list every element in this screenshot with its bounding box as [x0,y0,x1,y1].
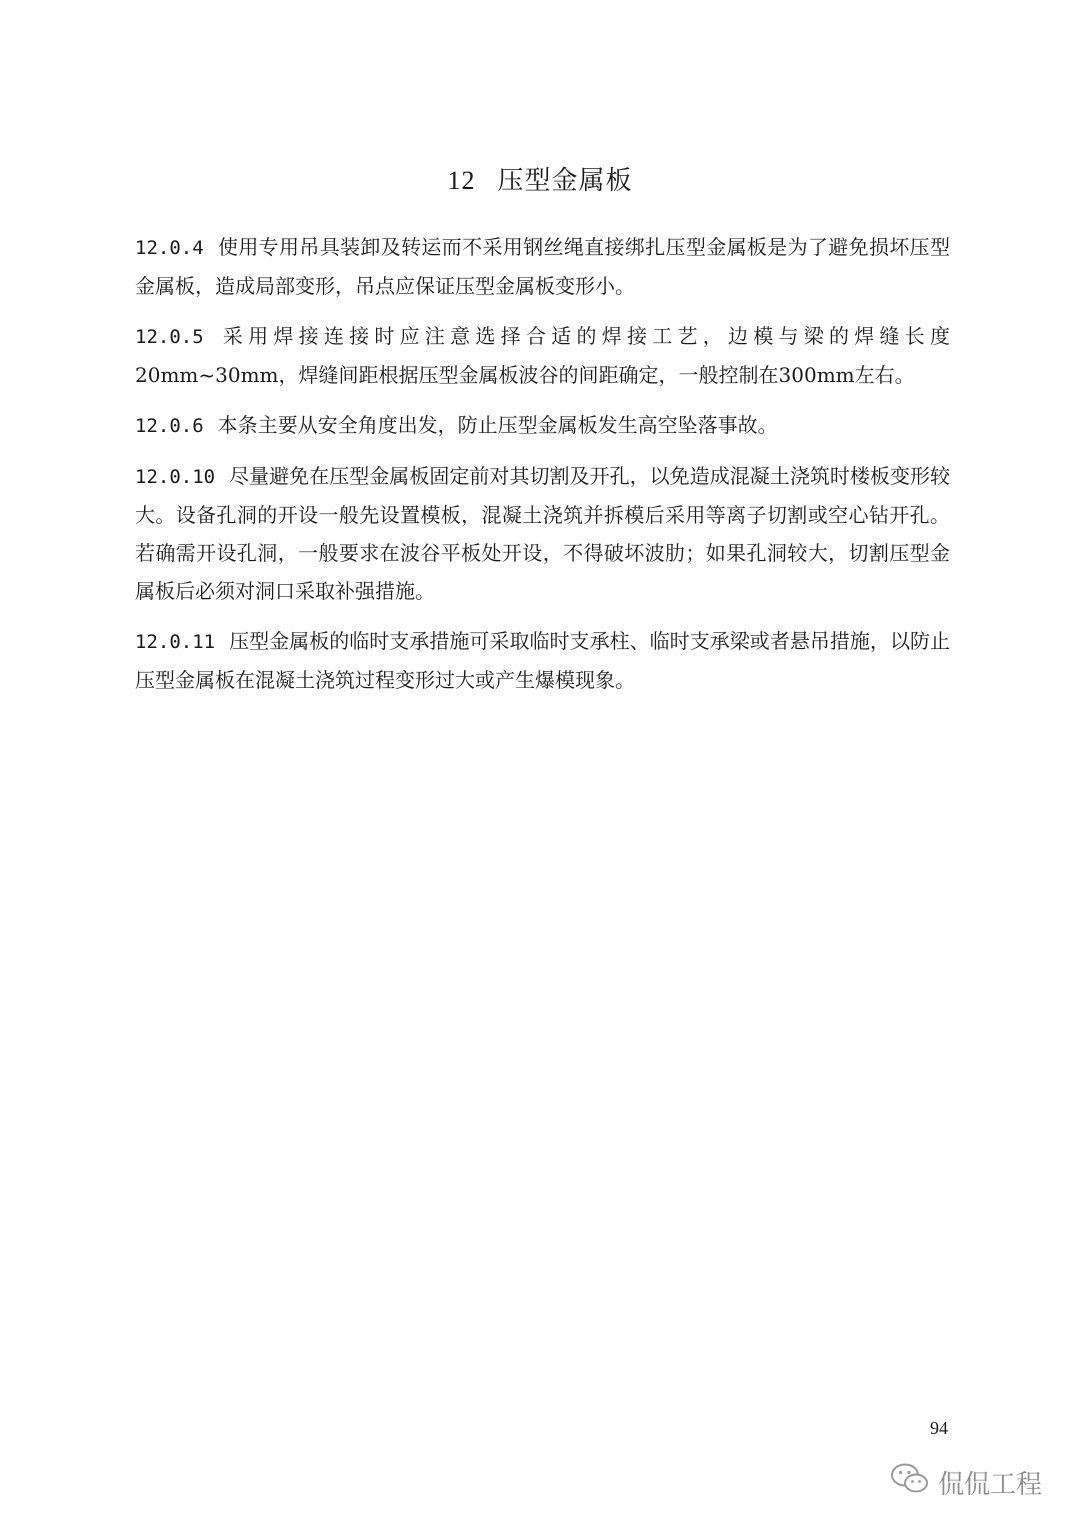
chapter-number: 12 [447,166,476,195]
clause-12-0-5 [135,317,950,394]
clause-text: 尽量避免在压型金属板固定前对其切割及开孔，以免造成混凝土浇筑时楼板变形较大。设备孔洞的开设一般先设置模板，混凝土浇筑并拆模后采用等离子切割或空心钻开孔。若确需开设孔洞，一般要求在波谷平板处开设，不得破坏波肋；如果孔洞较大，切割压型金属板后必须对洞口采取补强措施。 [135,464,950,603]
clause-text: 本条主要从安全角度出发，防止压型金属板发生高空坠落事故。 [217,413,778,437]
wechat-icon [890,1462,938,1503]
clause-number: 12.0.4 [135,237,204,259]
clause-12-0-6 [135,406,950,445]
clause-number: 12.0.5 [135,326,204,348]
clause-12-0-4 [135,228,950,305]
clause-text: 压型金属板的临时支承措施可采取临时支承柱、临时支承梁或者悬吊措施，以防止压型金属板在混凝土浇筑过程变形过大或产生爆模现象。 [135,629,950,692]
watermark [890,1462,1042,1502]
clause-number: 12.0.11 [135,631,216,653]
clause-12-0-10 [135,457,950,610]
clause-text: 采用焊接连接时应注意选择合适的焊接工艺，边模与梁的焊缝长度20mm~30mm，焊缝间距根据压型金属板波谷的间距确定，一般控制在300mm左右。 [135,324,950,387]
page-title [0,160,1080,197]
clause-number: 12.0.6 [135,415,204,437]
clause-list [135,228,950,711]
clause-12-0-11 [135,622,950,699]
chapter-title: 压型金属板 [497,166,633,196]
clause-text: 使用专用吊具装卸及转运而不采用钢丝绳直接绑扎压型金属板是为了避免损坏压型金属板，造成局部变形，吊点应保证压型金属板变形小。 [135,235,950,298]
clause-number: 12.0.10 [135,466,216,488]
page-number: 94 [930,1418,948,1438]
watermark-text: 侃侃工程 [938,1469,1043,1500]
